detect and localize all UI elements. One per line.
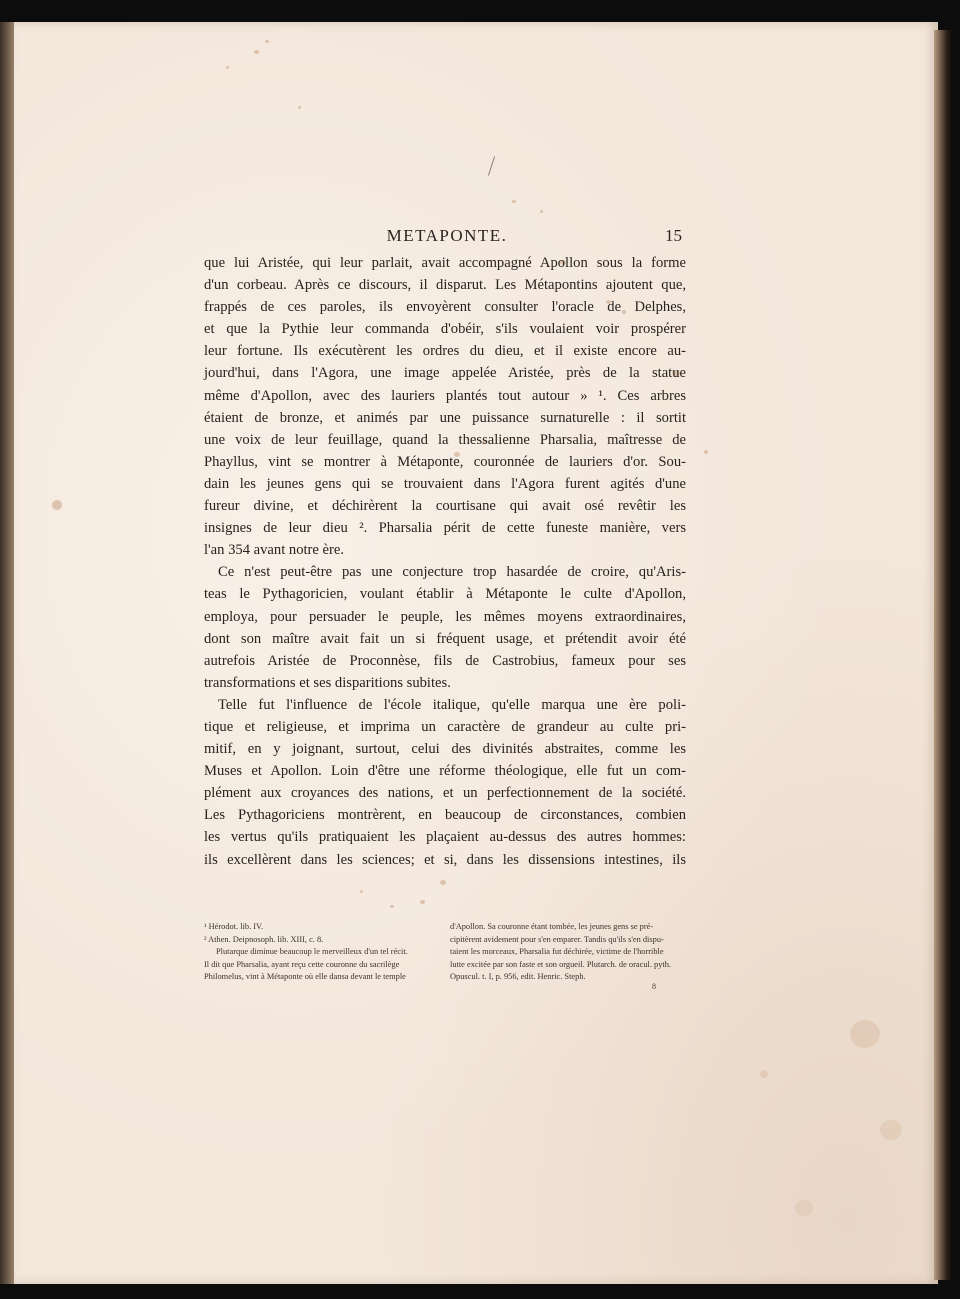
text-line: Ce n'est peut-être pas une conjecture trop hasardée de croire, qu'Aris- [218, 564, 686, 581]
text-line: teas le Pythagoricien, voulant établir à Métaponte le culte d'Apollon, [204, 586, 686, 603]
text-line: Muses et Apollon. Loin d'être une réforme théologique, elle fut un com- [204, 763, 686, 780]
text-line: tique et religieuse, et imprima un caractère de grandeur au culte pri- [204, 718, 686, 735]
text-line: même d'Apollon, avec des lauriers plantés tout autour » ¹. Ces arbres [204, 387, 686, 404]
text-line: mitif, en y joignant, surtout, celui des divinités abstraites, comme les [204, 741, 686, 758]
text-line: les vertus qu'ils pratiquaient les plaçaient au-dessus des autres hommes: [204, 829, 686, 846]
text-line: ils excellèrent dans les sciences; et si, dans les dissensions intestines, ils [204, 851, 686, 868]
text-line: frappés de ces paroles, ils envoyèrent consulter l'oracle de Delphes, [204, 299, 686, 316]
body-text [204, 252, 686, 871]
text-line: d'un corbeau. Après ce discours, il disparut. Les Métapontins ajoutent que, [204, 277, 686, 294]
footnote-line: cipitèrent avidement pour s'en emparer. Tandis qu'ils s'en dispu- [450, 934, 664, 944]
text-line: Phayllus, vint se montrer à Métaponte, couronnée de lauriers d'or. Sou- [204, 453, 686, 470]
text-line: employa, pour persuader le peuple, les mêmes moyens extraordinaires, [204, 608, 686, 625]
text-line: plément aux croyances des nations, et un perfectionnement de la société. [204, 785, 686, 802]
text-line: fureur divine, et déchirèrent la courtisane qui avait osé revêtir les [204, 498, 686, 515]
text-line: étaient de bronze, et animés par une puissance surnaturelle : il sortit [204, 409, 686, 426]
running-title: METAPONTE. [386, 226, 508, 245]
text-line: insignes de leur dieu ². Pharsalia périt de cette funeste manière, vers [204, 520, 686, 537]
text-line: dont son maître avait fait un si fréquent usage, et prétendit avoir été [204, 630, 686, 647]
text-line: une voix de leur feuillage, quand la thessalienne Pharsalia, maîtresse de [204, 431, 686, 448]
footnote-line: Philomelus, vint à Métaponte où elle dansa devant le temple [204, 972, 406, 982]
footnote-line: Plutarque diminue beaucoup le merveilleux d'un tel récit. [216, 947, 408, 957]
footnote-line: Opuscul. t. I, p. 956, edit. Henric. Steph. [450, 972, 586, 982]
text-line: leur fortune. Ils exécutèrent les ordres du dieu, et il existe encore au- [204, 343, 686, 360]
footnote-line: ¹ Hérodot. lib. IV. [204, 922, 264, 931]
footnote-line: Il dit que Pharsalia, ayant reçu cette couronne du sacrilège [204, 959, 400, 969]
text-line: jourd'hui, dans l'Agora, une image appelée Aristée, près de la statue [204, 365, 686, 382]
text-line: l'an 354 avant notre ère. [204, 542, 344, 559]
signature-mark: 8 [652, 982, 656, 991]
running-head [208, 226, 686, 248]
text-line: autrefois Aristée de Proconnèse, fils de Castrobius, fameux pour ses [204, 652, 686, 669]
text-line: dain les jeunes gens qui se trouvaient dans l'Agora furent agités d'une [204, 475, 686, 492]
text-line: transformations et ses disparitions subites. [204, 674, 451, 691]
footnote-line: taient les morceaux, Pharsalia fut déchirée, victime de l'horrible [450, 947, 664, 957]
text-line: Les Pythagoriciens montrèrent, en beaucoup de circonstances, combien [204, 807, 686, 824]
page-number: 15 [665, 226, 682, 245]
footnote-line: lutte excitée par son faste et son orgueil. Plutarch. de oracul. pyth. [450, 959, 672, 969]
footnotes-right-column [450, 921, 686, 984]
text-line: Telle fut l'influence de l'école italique, qu'elle marqua une ère poli- [218, 696, 686, 713]
footnote-line: d'Apollon. Sa couronne étant tombée, les jeunes gens se pré- [450, 922, 654, 931]
text-line: et que la Pythie leur commanda d'obéir, s'ils voulaient voir prospérer [204, 321, 686, 338]
footnotes-left-column [204, 921, 440, 984]
page-edge [934, 30, 952, 1280]
footnote-line: ² Athen. Deipnosoph. lib. XIII, c. 8. [204, 934, 324, 944]
text-line: que lui Aristée, qui leur parlait, avait accompagné Apollon sous la forme [204, 255, 686, 271]
